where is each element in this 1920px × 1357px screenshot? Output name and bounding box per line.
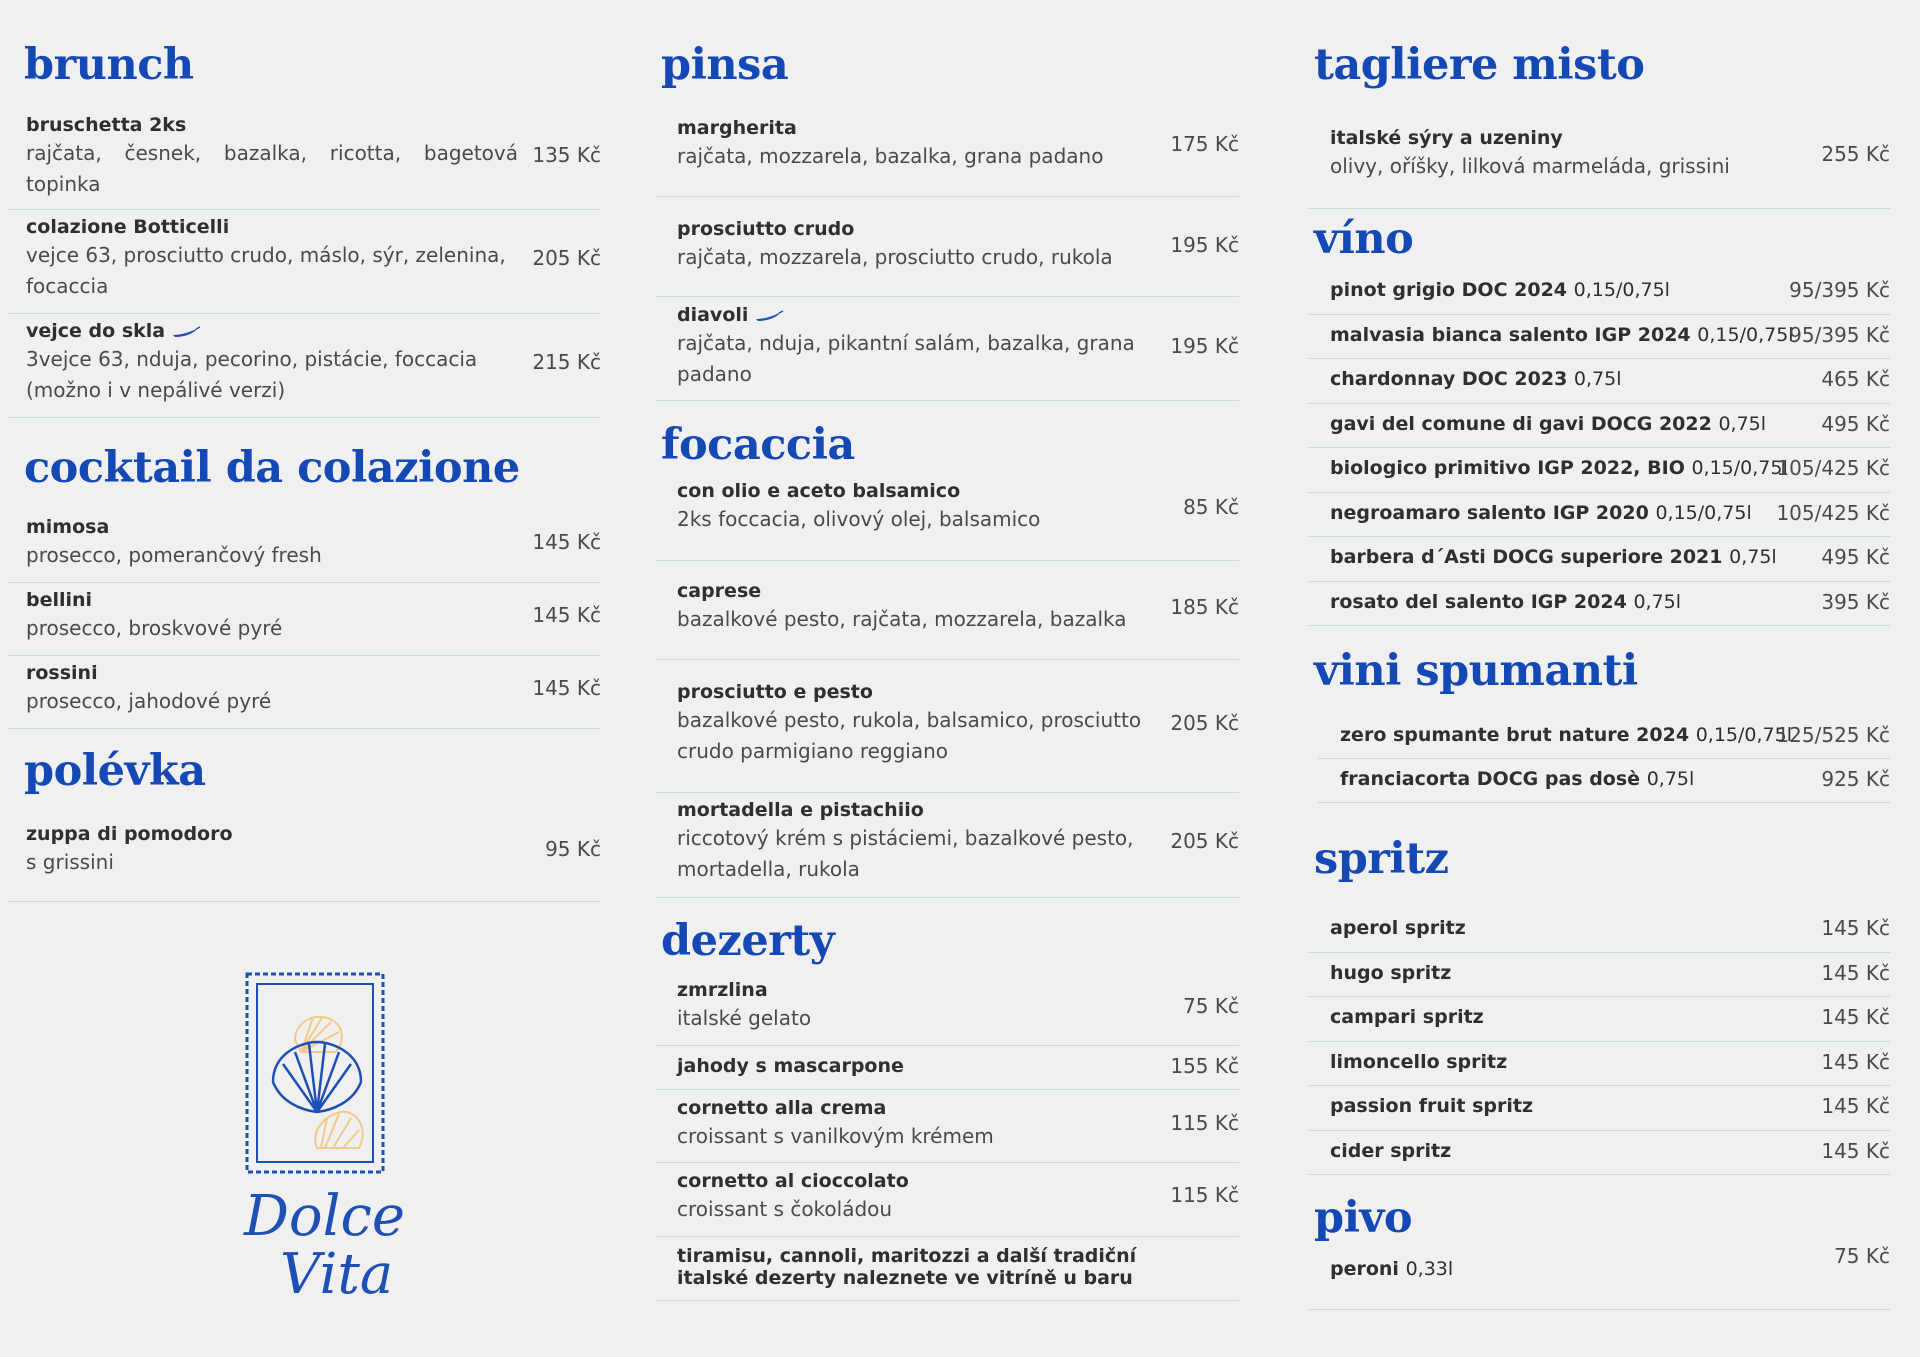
item-name xyxy=(1330,591,1681,613)
menu-item xyxy=(7,210,601,314)
item-volume: 0,33l xyxy=(1405,1258,1454,1280)
item-desc: italské gelato xyxy=(677,1006,812,1030)
menu-item xyxy=(1308,1232,1890,1310)
item-name-text: barbera d´Asti DOCG superiore 2021 xyxy=(1330,546,1723,568)
item-desc: bazalkové pesto, rajčata, mozzarela, bazalka xyxy=(677,607,1127,631)
item-name-text: biologico primitivo IGP 2022, BIO xyxy=(1330,457,1685,479)
item-name: zmrzlina xyxy=(677,979,768,1001)
item-name-text: negroamaro salento IGP 2020 xyxy=(1330,501,1649,524)
menu-item xyxy=(655,561,1239,660)
item-name-text: limoncello spritz xyxy=(1330,1050,1508,1073)
item-name xyxy=(1330,917,1466,939)
item-price: 105/425 Kč xyxy=(1776,456,1890,480)
item-price: 145 Kč xyxy=(1821,1005,1890,1029)
menu-item xyxy=(1308,1131,1890,1176)
menu-item xyxy=(7,510,601,583)
item-name: italské sýry a uzeniny xyxy=(1330,127,1563,149)
item-price: 205 Kč xyxy=(1170,829,1239,853)
item-price: 465 Kč xyxy=(1821,367,1890,391)
item-name xyxy=(1330,546,1777,568)
item-desc: prosecco, jahodové pyré xyxy=(26,689,272,713)
menu-item xyxy=(655,793,1239,898)
logo-wordmark xyxy=(244,1184,406,1307)
section-heading-pinsa: pinsa xyxy=(661,40,789,90)
item-name xyxy=(1330,1095,1533,1117)
menu-item xyxy=(655,297,1239,401)
item-price: 145 Kč xyxy=(532,603,601,627)
menu-item xyxy=(655,970,1239,1046)
item-price: 495 Kč xyxy=(1821,545,1890,569)
item-price: 75 Kč xyxy=(1834,1244,1890,1268)
section-heading-spumanti: vini spumanti xyxy=(1314,646,1638,696)
menu-item xyxy=(1308,582,1890,627)
item-name: prosciutto e pesto xyxy=(677,681,873,703)
item-name xyxy=(1330,1006,1484,1028)
item-price: 215 Kč xyxy=(532,350,601,374)
item-name xyxy=(677,304,784,327)
item-desc: prosecco, pomerančový fresh xyxy=(26,543,322,567)
item-volume: 0,75l xyxy=(1633,590,1682,613)
item-desc: croissant s čokoládou xyxy=(677,1197,893,1221)
item-name: margherita xyxy=(677,117,797,139)
item-volume: 0,75l xyxy=(1729,546,1777,568)
item-volume: 0,15/0,75l xyxy=(1573,279,1670,301)
menu-item xyxy=(1308,953,1890,998)
item-desc: rajčata, česnek, bazalka, ricotta, bagetová topinka xyxy=(26,141,518,196)
item-price: 145 Kč xyxy=(1821,1094,1890,1118)
item-name xyxy=(26,320,201,343)
section-heading-dezerty: dezerty xyxy=(661,916,835,966)
item-name xyxy=(1340,768,1694,790)
menu-item xyxy=(1308,270,1890,315)
item-name xyxy=(1330,279,1670,301)
item-name-text: hugo spritz xyxy=(1330,961,1452,984)
item-price: 145 Kč xyxy=(1821,960,1890,985)
item-name: caprese xyxy=(677,580,762,602)
item-price: 75 Kč xyxy=(1183,994,1239,1018)
item-volume: 0,75l xyxy=(1573,368,1622,390)
menu-item xyxy=(1318,759,1890,803)
item-name-text: gavi del comune di gavi DOCG 2022 xyxy=(1330,412,1712,435)
item-price: 145 Kč xyxy=(1821,1138,1890,1163)
item-name: con olio e aceto balsamico xyxy=(677,480,961,502)
item-name-text: passion fruit spritz xyxy=(1330,1095,1534,1117)
item-name: mimosa xyxy=(26,516,110,538)
item-desc: rajčata, mozzarela, prosciutto crudo, rukola xyxy=(677,245,1113,269)
item-name: zuppa di pomodoro xyxy=(26,823,233,845)
menu-item xyxy=(655,1046,1239,1090)
note-line-1: tiramisu, cannoli, maritozzi a další tradiční xyxy=(677,1245,1137,1267)
item-volume: 0,15/0,75l xyxy=(1655,501,1752,524)
item-name xyxy=(1330,368,1622,390)
menu-item xyxy=(655,1163,1239,1237)
item-price: 185 Kč xyxy=(1170,595,1239,619)
menu-item xyxy=(1308,1086,1890,1131)
item-price: 925 Kč xyxy=(1821,767,1890,791)
item-name xyxy=(1330,962,1451,984)
item-desc: 3vejce 63, nduja, pecorino, pistácie, foccacia (možno i v nepálivé verzi) xyxy=(26,347,478,402)
section-heading-cocktail: cocktail da colazione xyxy=(24,443,520,493)
item-price: 95 Kč xyxy=(545,837,601,861)
item-price: 495 Kč xyxy=(1821,411,1890,436)
seashell-stamp-icon xyxy=(243,970,387,1180)
menu-item xyxy=(1318,715,1890,759)
item-name xyxy=(1330,413,1766,435)
menu-item xyxy=(1308,493,1890,538)
menu-item xyxy=(655,197,1239,297)
logo-line-2: Vita xyxy=(280,1242,394,1307)
item-name xyxy=(1340,724,1792,746)
item-desc: rajčata, mozzarela, bazalka, grana padano xyxy=(677,144,1104,168)
dessert-note xyxy=(655,1237,1239,1301)
menu-item xyxy=(1308,315,1890,360)
logo-line-1: Dolce xyxy=(244,1184,406,1249)
item-name-text: zero spumante brut nature 2024 xyxy=(1340,724,1690,746)
item-price: 155 Kč xyxy=(1170,1054,1239,1078)
item-price: 395 Kč xyxy=(1821,589,1890,614)
item-name: prosciutto crudo xyxy=(677,218,855,240)
item-volume: 0,75l xyxy=(1718,412,1767,435)
item-name: jahody s mascarpone xyxy=(677,1055,904,1077)
item-name-text: malvasia bianca salento IGP 2024 xyxy=(1330,323,1691,346)
item-name xyxy=(1330,1140,1451,1162)
item-name xyxy=(1330,1051,1507,1073)
section-heading-tagliere: tagliere misto xyxy=(1314,40,1645,90)
item-name: rossini xyxy=(26,662,98,684)
section-heading-vino: víno xyxy=(1314,214,1414,264)
menu-item xyxy=(1308,1042,1890,1087)
item-name: bellini xyxy=(26,589,93,611)
item-name-text: chardonnay DOC 2023 xyxy=(1330,368,1568,390)
item-name: colazione Botticelli xyxy=(26,216,230,238)
item-desc: 2ks foccacia, olivový olej, balsamico xyxy=(677,507,1041,531)
item-price: 115 Kč xyxy=(1170,1111,1239,1135)
item-name-text: diavoli xyxy=(677,304,749,326)
menu-item xyxy=(655,470,1239,561)
section-heading-brunch: brunch xyxy=(24,40,194,90)
section-heading-spritz: spritz xyxy=(1314,834,1449,884)
item-name xyxy=(1330,457,1788,479)
chili-pepper-icon xyxy=(754,305,784,327)
menu-item xyxy=(7,583,601,656)
menu-item xyxy=(1308,100,1890,209)
item-price: 145 Kč xyxy=(1821,916,1890,940)
item-price: 145 Kč xyxy=(1821,1049,1890,1074)
item-price: 115 Kč xyxy=(1170,1183,1239,1207)
item-desc: s grissini xyxy=(26,850,114,874)
item-price: 135 Kč xyxy=(532,143,601,167)
item-price: 145 Kč xyxy=(532,676,601,700)
item-volume: 0,75l xyxy=(1646,768,1695,790)
menu-item xyxy=(655,1090,1239,1163)
item-name xyxy=(1330,324,1794,346)
item-price: 195 Kč xyxy=(1170,233,1239,257)
item-price: 205 Kč xyxy=(1170,711,1239,735)
item-name xyxy=(1330,502,1752,524)
item-name-text: campari spritz xyxy=(1330,1006,1484,1028)
item-price: 195 Kč xyxy=(1170,334,1239,358)
menu-item xyxy=(1308,359,1890,404)
item-name-text: peroni xyxy=(1330,1258,1399,1280)
item-price: 95/395 Kč xyxy=(1789,322,1890,347)
item-name-text: pinot grigio DOC 2024 xyxy=(1330,279,1568,301)
note-line-2: italské dezerty naleznete ve vitríně u baru xyxy=(677,1267,1133,1289)
item-desc: riccotový krém s pistáciemi, bazalkové pesto, mortadella, rukola xyxy=(677,826,1134,881)
item-price: 205 Kč xyxy=(532,246,601,270)
section-heading-polevka: polévka xyxy=(24,746,206,796)
section-heading-pivo: pivo xyxy=(1314,1193,1413,1243)
item-name: mortadella e pistachiio xyxy=(677,799,924,821)
item-price: 125/525 Kč xyxy=(1776,723,1890,747)
item-name-text: cider spritz xyxy=(1330,1139,1452,1162)
item-desc: croissant s vanilkovým krémem xyxy=(677,1124,994,1148)
menu-item xyxy=(7,800,601,902)
item-desc: olivy, oříšky, lilková marmeláda, grissini xyxy=(1330,154,1730,178)
item-price: 85 Kč xyxy=(1183,495,1239,519)
item-desc: bazalkové pesto, rukola, balsamico, prosciutto crudo parmigiano reggiano xyxy=(677,708,1142,763)
item-volume: 0,15/0,75l xyxy=(1697,323,1794,346)
item-name: cornetto alla crema xyxy=(677,1097,887,1119)
menu-item xyxy=(1308,997,1890,1042)
item-name-text: aperol spritz xyxy=(1330,917,1466,939)
menu-item xyxy=(7,656,601,729)
item-volume: 0,15/0,75l xyxy=(1695,724,1792,746)
item-name: cornetto al cioccolato xyxy=(677,1170,909,1192)
item-price: 175 Kč xyxy=(1170,132,1239,156)
item-desc: prosecco, broskvové pyré xyxy=(26,616,283,640)
item-name-text: franciacorta DOCG pas dosè xyxy=(1340,768,1641,790)
item-name: bruschetta 2ks xyxy=(26,114,187,136)
item-desc: vejce 63, prosciutto crudo, máslo, sýr, zelenina, focaccia xyxy=(26,243,506,298)
item-name-text: vejce do skla xyxy=(26,320,166,342)
section-heading-focaccia: focaccia xyxy=(661,420,855,470)
menu-item xyxy=(7,314,601,418)
menu-item xyxy=(1308,448,1890,493)
item-price: 145 Kč xyxy=(532,530,601,554)
menu-item xyxy=(1308,537,1890,582)
item-price: 105/425 Kč xyxy=(1776,500,1890,525)
item-price: 255 Kč xyxy=(1821,142,1890,166)
menu-item xyxy=(1308,908,1890,953)
item-name-text: rosato del salento IGP 2024 xyxy=(1330,590,1627,613)
item-desc: rajčata, nduja, pikantní salám, bazalka, grana padano xyxy=(677,331,1135,386)
item-volume: 0,15/0,75l xyxy=(1691,457,1788,479)
chili-pepper-icon xyxy=(171,321,201,343)
menu-item xyxy=(655,660,1239,793)
item-name xyxy=(1330,1258,1453,1280)
menu-item xyxy=(1308,404,1890,449)
menu-item xyxy=(7,106,601,210)
menu-item xyxy=(655,96,1239,197)
item-price: 95/395 Kč xyxy=(1789,278,1890,302)
